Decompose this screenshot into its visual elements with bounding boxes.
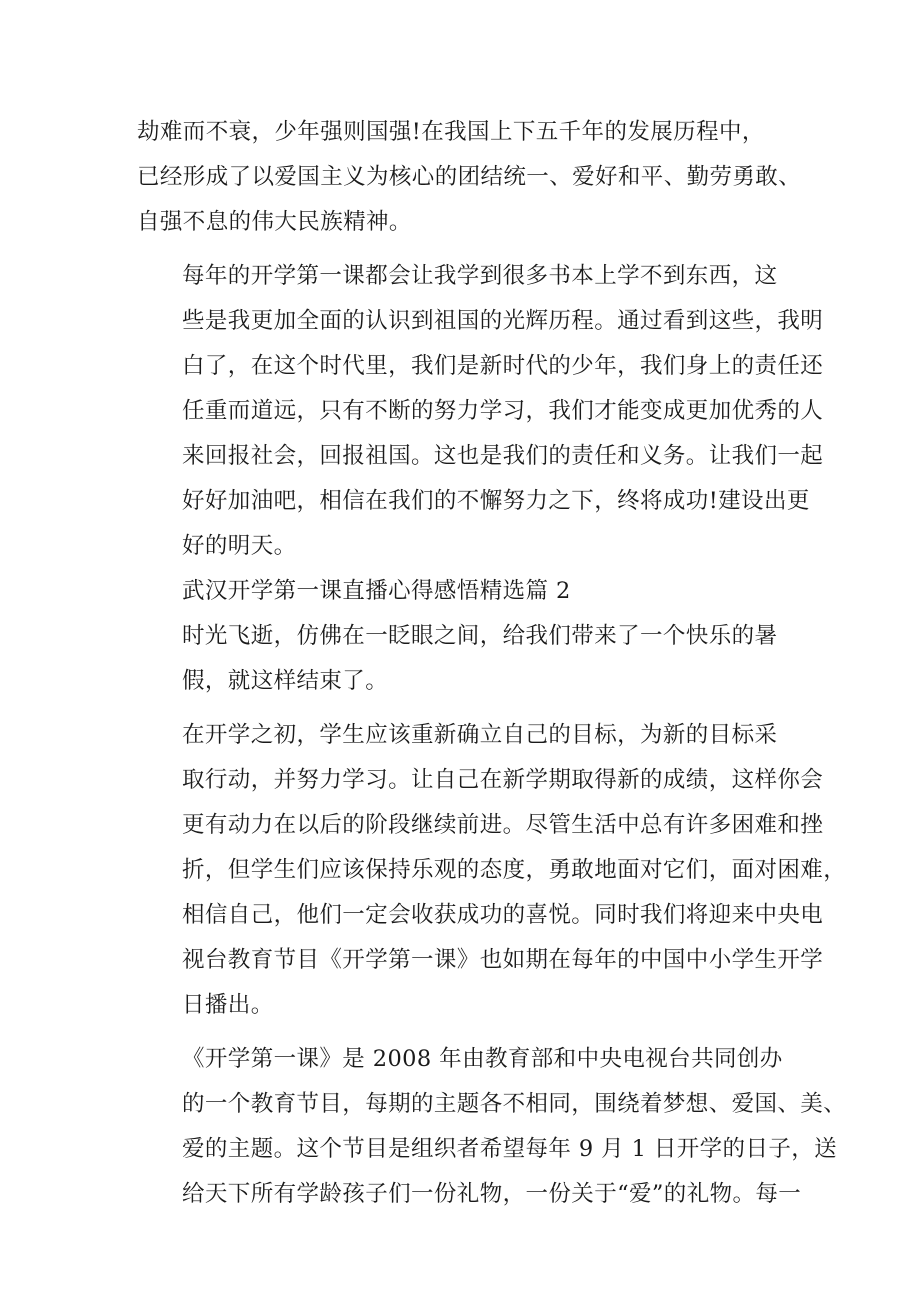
text-line: 来回报社会，回报祖国。这也是我们的责任和义务。让我们一起	[182, 443, 824, 469]
text-line: 自强不息的伟大民族精神。	[137, 209, 412, 235]
text-line: 已经形成了以爱国主义为核心的团结统一、爱好和平、勤劳勇敢、	[137, 164, 802, 190]
text-line: 假，就这样结束了。	[182, 668, 389, 694]
text-line: 好好加油吧，相信在我们的不懈努力之下，终将成功!建设出更	[182, 488, 810, 514]
paragraph-2	[137, 254, 824, 569]
paragraph-1	[137, 110, 802, 245]
text-line: 取行动，并努力学习。让自己在新学期取得新的成绩，这样你会	[182, 767, 824, 793]
text-line: 白了，在这个时代里，我们是新时代的少年，我们身上的责任还	[182, 353, 824, 379]
paragraph-4	[137, 713, 847, 1028]
text-line: 更有动力在以后的阶段继续前进。尽管生活中总有许多困难和挫	[182, 812, 824, 838]
text-line: 每年的开学第一课都会让我学到很多书本上学不到东西，这	[182, 263, 778, 289]
text-line: 爱的主题。这个节目是组织者希望每年 9 月 1 日开学的日子，送	[182, 1136, 838, 1162]
text-line: 在开学之初，学生应该重新确立自己的目标，为新的目标采	[182, 722, 778, 748]
text-line: 劫难而不衰，少年强则国强!在我国上下五千年的发展历程中，	[137, 119, 765, 145]
text-line: 折，但学生们应该保持乐观的态度，勇敢地面对它们，面对困难，	[182, 857, 847, 883]
document-body	[137, 110, 847, 1217]
text-line: 日播出。	[182, 992, 274, 1018]
section-heading	[137, 569, 787, 614]
text-line: 相信自己，他们一定会收获成功的喜悦。同时我们将迎来中央电	[182, 902, 824, 928]
paragraph-3	[137, 614, 787, 704]
text-line: 些是我更加全面的认识到祖国的光辉历程。通过看到这些，我明	[182, 308, 824, 334]
text-line: 给天下所有学龄孩子们一份礼物，一份关于“爱”的礼物。每一	[182, 1181, 802, 1207]
text-line: 任重而道远，只有不断的努力学习，我们才能变成更加优秀的人	[182, 398, 824, 424]
text-line: 《开学第一课》是 2008 年由教育部和中央电视台共同创办	[182, 1046, 783, 1072]
text-line: 时光飞逝，仿佛在一眨眼之间，给我们带来了一个快乐的暑	[182, 623, 778, 649]
text-line: 的一个教育节目，每期的主题各不相同，围绕着梦想、爱国、美、	[182, 1091, 847, 1117]
paragraph-5	[137, 1037, 847, 1217]
text-line: 视台教育节目《开学第一课》也如期在每年的中国中小学生开学	[182, 947, 824, 973]
text-line: 好的明天。	[182, 533, 297, 559]
section-heading-text: 武汉开学第一课直播心得感悟精选篇 2	[182, 578, 571, 604]
